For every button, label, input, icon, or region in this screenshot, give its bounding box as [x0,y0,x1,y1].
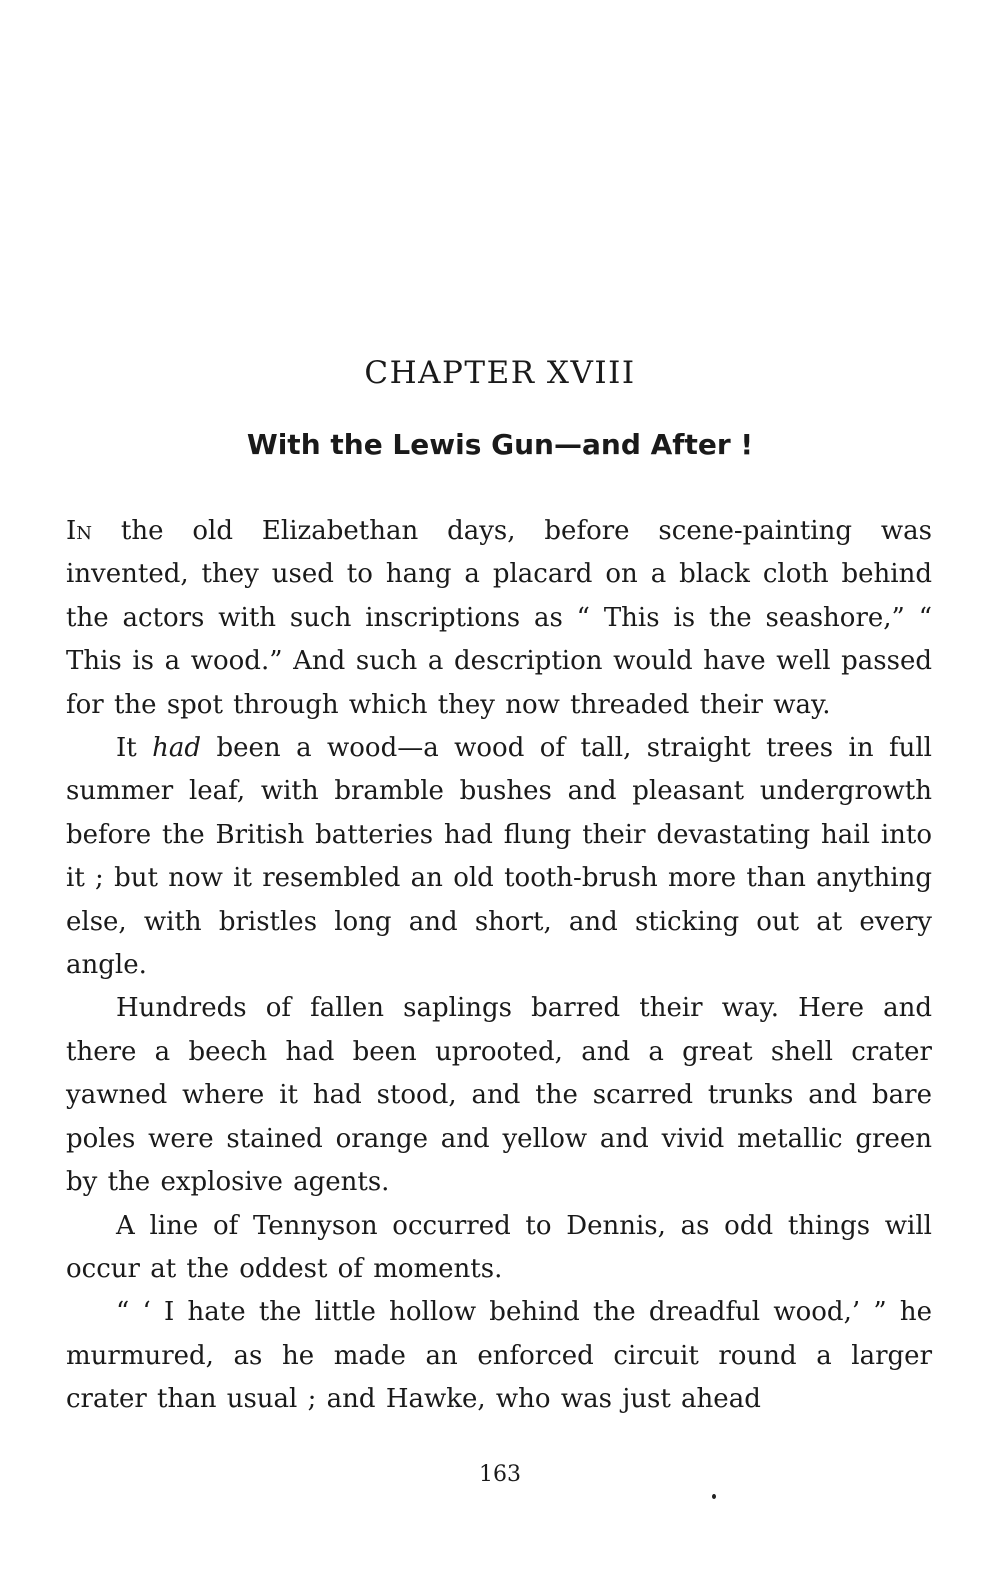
body-text [66,510,932,1422]
paragraph-5: “ ‘ I hate the little hollow behind the dreadful wood,’ ” he murmured, as he made an enforced circuit round a larger crater than usual ; and Hawke, who was just ahead [66,1297,932,1415]
paragraph-2 [66,727,932,987]
paragraph-lead-word: In [66,516,93,546]
page-number: 163 [479,1462,521,1487]
paragraph-2-after: been a wood—a wood of tall, straight trees in full summer leaf, with bramble bushes and pleasant undergrowth before the British batteries had flung their devastating hail into it ; but now it resembled an old tooth-brush more than anything else, with bristles long and short, and sticking out at every angle. [66,733,932,981]
paragraph-1-text: the old Elizabethan days, before scene-painting was invented, they used to hang a placard on a black cloth behind the actors with such inscriptions as “ This is the seashore,” “ This is a wood.” And such a description would have well passed for the spot through which they now threaded their way. [66,516,932,720]
paragraph-2-before: It [116,733,153,764]
ink-speck [712,1494,716,1499]
paragraph-1 [66,510,932,727]
paragraph-2-emphasis: had [152,733,202,764]
paragraph-3: Hundreds of fallen saplings barred their way. Here and there a beech had been uprooted, and a great shell crater yawned where it had stood, and the scarred trunks and bare poles were stained orange and yellow and vivid metallic green by the explosive agents. [66,993,932,1198]
chapter-title: With the Lewis Gun—and After ! [246,428,754,461]
paragraph-4: A line of Tennyson occurred to Dennis, as odd things will occur at the oddest of moments. [66,1210,932,1284]
chapter-heading: CHAPTER XVIII [364,355,636,391]
